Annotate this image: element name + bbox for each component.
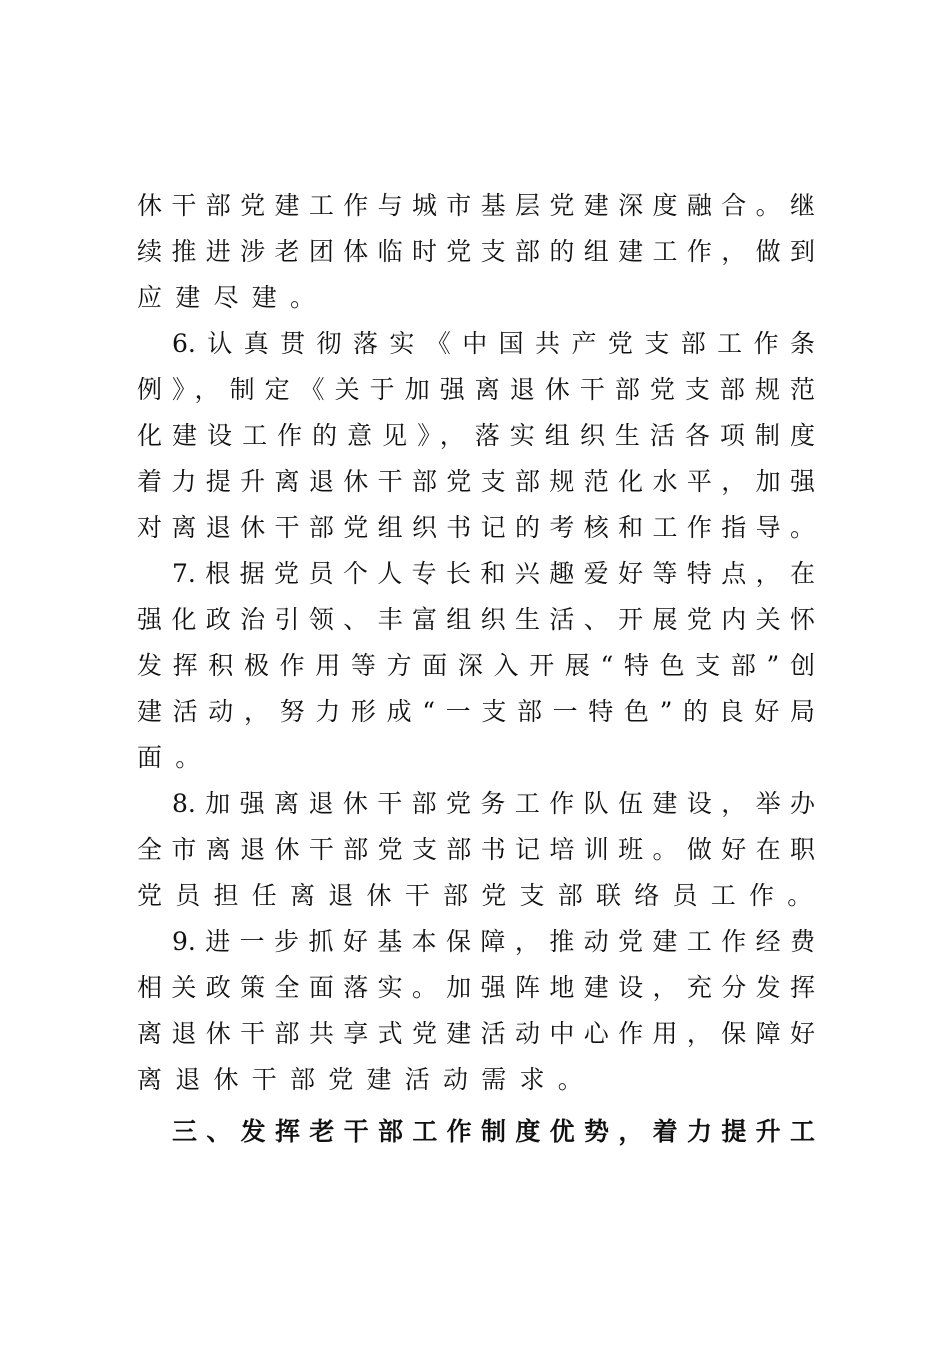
paragraph-6-start: 6.认真贯彻落实《中国共产党支部工作条 <box>172 329 815 358</box>
text-line: 离退休干部党建活动需求。 <box>137 1065 597 1094</box>
text-line: 全市离退休干部党支部书记培训班。做好在职 <box>137 835 815 864</box>
text-line: 对离退休干部党组织书记的考核和工作指导。 <box>137 513 815 542</box>
text-line: 续推进涉老团体临时党支部的组建工作，做到 <box>137 237 815 266</box>
text-line: 离退休干部共享式党建活动中心作用，保障好 <box>137 1019 815 1048</box>
text-line: 相关政策全面落实。加强阵地建设，充分发挥 <box>137 973 815 1002</box>
text-line: 发挥积极作用等方面深入开展“特色支部”创 <box>137 651 815 680</box>
text-line: 建活动，努力形成“一支部一特色”的良好局 <box>137 697 815 726</box>
text-line: 休干部党建工作与城市基层党建深度融合。继 <box>137 191 815 220</box>
paragraph-9-start: 9.进一步抓好基本保障，推动党建工作经费 <box>172 927 815 956</box>
paragraph-8-start: 8.加强离退休干部党务工作队伍建设，举办 <box>172 789 815 818</box>
text-line: 例》，制定《关于加强离退休干部党支部规范 <box>137 375 815 404</box>
text-line: 化建设工作的意见》，落实组织生活各项制度 <box>137 421 815 450</box>
text-line: 应建尽建。 <box>137 283 329 312</box>
paragraph-7-start: 7.根据党员个人专长和兴趣爱好等特点，在 <box>172 559 815 588</box>
section-heading: 三、发挥老干部工作制度优势，着力提升工 <box>172 1117 815 1146</box>
text-line: 着力提升离退休干部党支部规范化水平，加强 <box>137 467 815 496</box>
text-line: 党员担任离退休干部党支部联络员工作。 <box>137 881 826 910</box>
text-line: 强化政治引领、丰富组织生活、开展党内关怀 <box>137 605 815 634</box>
text-line: 面。 <box>137 743 214 772</box>
